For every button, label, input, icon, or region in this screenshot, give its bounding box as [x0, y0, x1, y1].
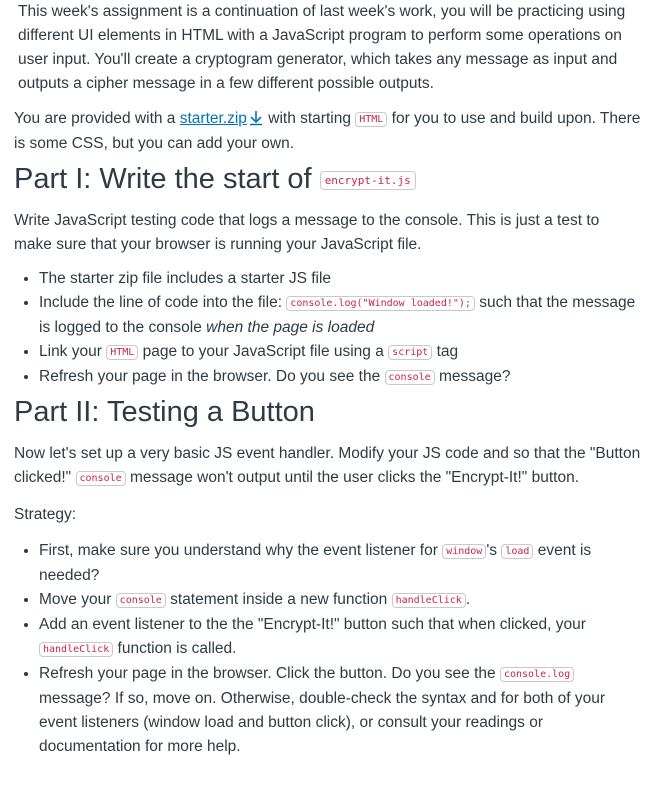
list-item: • Refresh your page in the browser. Click the button. Do you see the console.log message? If so, move on. Otherwise, double-check the syntax and for both of your event listeners (window load and button click), or consult your readings or documentation for more help. — [39, 662, 641, 759]
inline-code: encrypt-it.js — [320, 171, 416, 190]
inline-code: window — [442, 544, 486, 559]
inline-code: load — [501, 544, 533, 559]
part1-list — [14, 267, 641, 390]
part2-list — [14, 539, 641, 759]
starter-paragraph: You are provided with a starter.zip with starting HTML for you to use and build upon. There is some CSS, but you can add your own. — [14, 110, 641, 152]
inline-code: console.log("Window loaded!"); — [286, 296, 475, 311]
list-item: • Refresh your page in the browser. Do you see the console message? — [39, 365, 641, 390]
part2-heading: Part II: Testing a Button — [14, 396, 315, 428]
inline-code: console.log — [500, 667, 574, 682]
inline-code: console — [116, 593, 166, 608]
starter-zip-link[interactable]: starter.zip — [179, 110, 247, 127]
download-icon[interactable] — [249, 110, 263, 126]
inline-code: console — [385, 370, 435, 385]
inline-code: script — [388, 345, 432, 360]
intro-paragraph: This week's assignment is a continuation of last week's work, you will be practicing using different UI elements in HTML with a JavaScript program to perform some operations on user input. You'll create a cryptogram generator, which takes any message as input and outputs a cipher message in a few different possible outputs. — [18, 3, 626, 92]
list-item: • Link your HTML page to your JavaScript file using a script tag — [39, 340, 641, 365]
strategy-label: Strategy: — [14, 506, 77, 523]
list-item: • Include the line of code into the file: console.log("Window loaded!"); such that the message is logged to the console when the page is loaded — [39, 291, 641, 340]
list-item: • Add an event listener to the the "Encrypt-It!" button such that when clicked, your handleClick function is called. — [39, 613, 641, 662]
part1-paragraph: Write JavaScript testing code that logs a message to the console. This is just a test to make sure that your browser is running your JavaScript file. — [14, 212, 600, 253]
list-item: • The starter zip file includes a starter JS file — [39, 267, 641, 291]
part2-paragraph: Now let's set up a very basic JS event handler. Modify your JS code and so that the "Button clicked!" console message won't output until the user clicks the "Encrypt-It!" button. — [14, 445, 641, 486]
list-item: • First, make sure you understand why the event listener for window 's load event is needed? — [39, 539, 641, 588]
inline-code: HTML — [355, 112, 387, 127]
inline-code: handleClick — [39, 642, 113, 657]
inline-code: console — [76, 471, 126, 486]
inline-code: HTML — [106, 345, 138, 360]
part1-heading: Part I: Write the start of encrypt-it.js — [14, 161, 641, 199]
inline-code: handleClick — [392, 593, 466, 608]
list-item: • Move your console statement inside a new function handleClick . — [39, 588, 641, 613]
